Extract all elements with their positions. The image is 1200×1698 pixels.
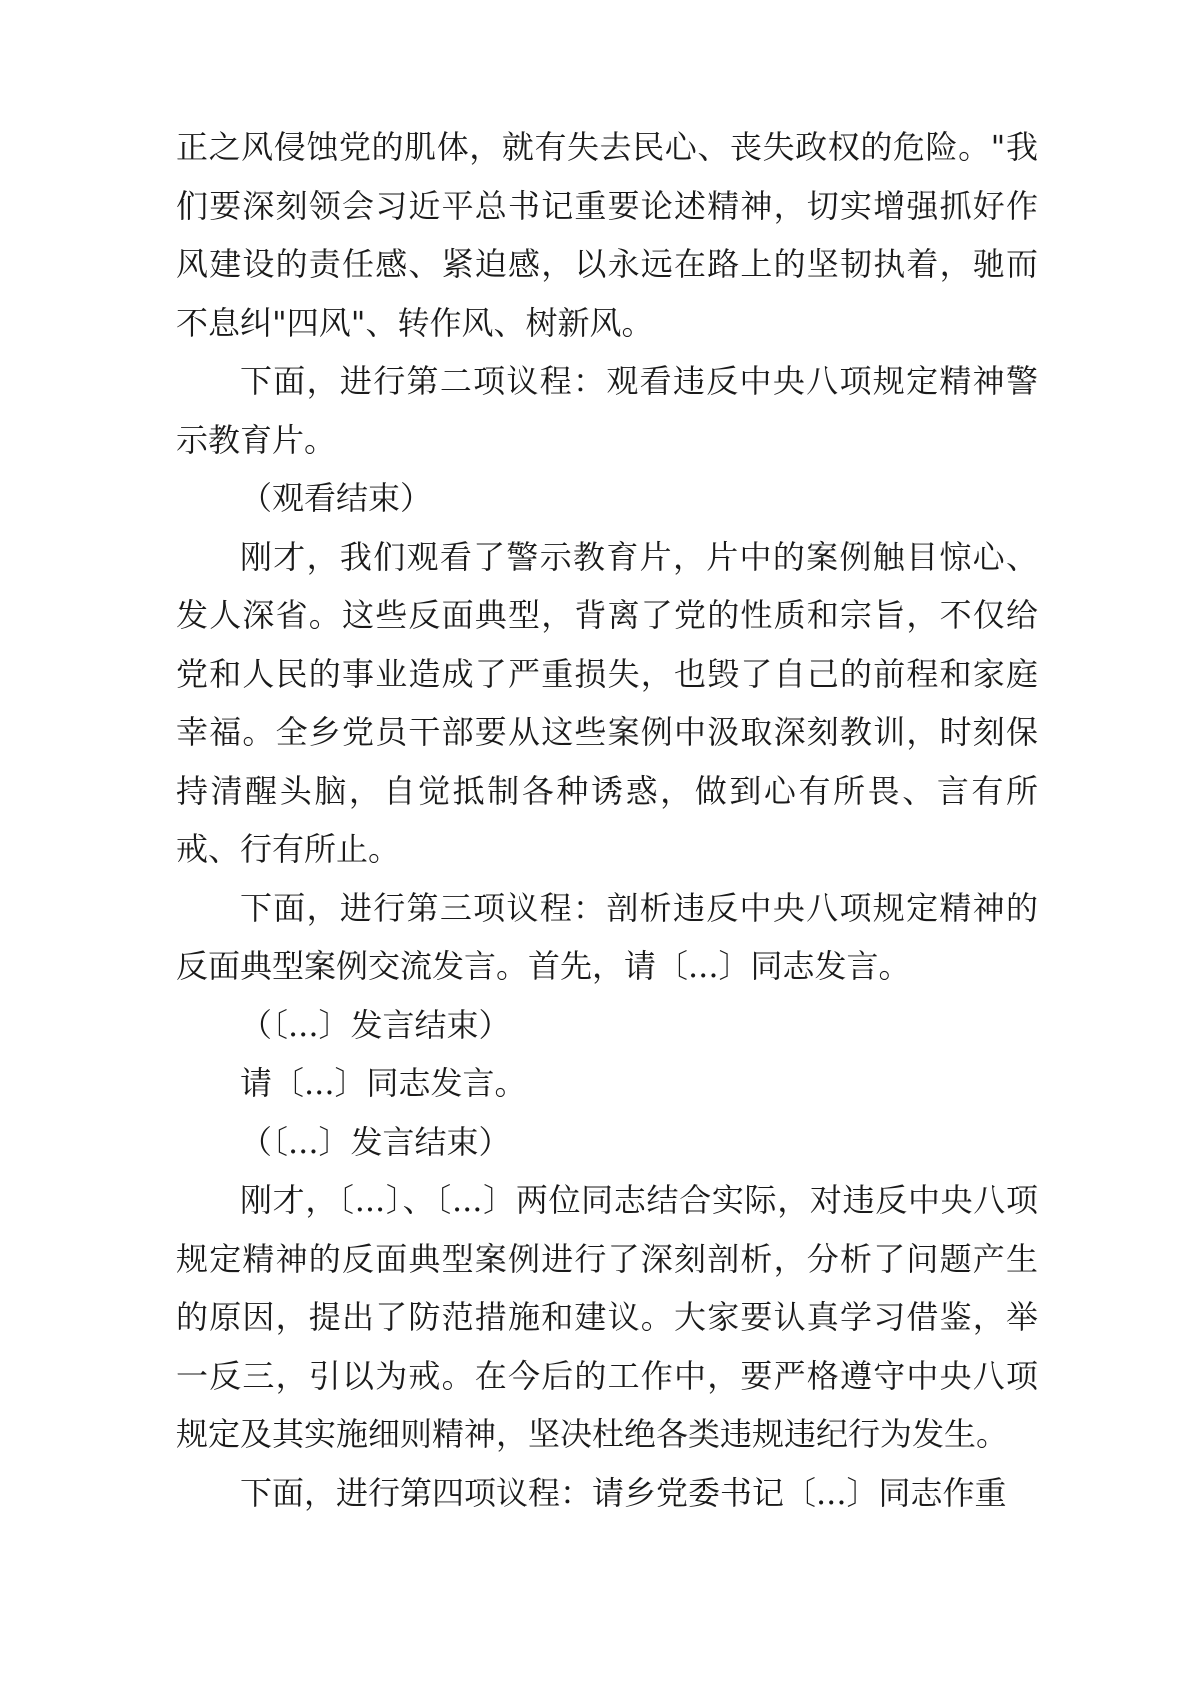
- paragraph-speech-summary: 刚才，〔...〕、〔...〕两位同志结合实际，对违反中央八项规定精神的反面典型案例进行了深刻剖析，分析了问题产生的原因，提出了防范措施和建议。大家要认真学习借鉴，举一反三，引以为戒。在今后的工作中，要严格遵守中央八项规定及其实施细则精神，坚决杜绝各类违规违纪行为发生。: [176, 1181, 1038, 1453]
- paragraph-warning-film-summary: 刚才，我们观看了警示教育片，片中的案例触目惊心、发人深省。这些反面典型，背离了党的性质和宗旨，不仅给党和人民的事业造成了严重损失，也毁了自己的前程和家庭幸福。全乡党员干部要从这些案例中汲取深刻教训，时刻保持清醒头脑，自觉抵制各种诱惑，做到心有所畏、言有所戒、行有所止。: [176, 537, 1038, 868]
- paragraph-agenda-item-3: 下面，进行第三项议程：剖析违反中央八项规定精神的反面典型案例交流发言。首先，请〔...〕同志发言。: [176, 888, 1038, 985]
- note-speech-ended-2: （〔...〕发言结束）: [240, 1122, 511, 1161]
- paragraph-continuation: 正之风侵蚀党的肌体，就有失去民心、丧失政权的危险。"我们要深刻领会习近平总书记重要论述精神，切实增强抓好作风建设的责任感、紧迫感，以永远在路上的坚韧执着，驰而不息纠"四风"、转作风、树新风。: [176, 128, 1038, 342]
- paragraph-invite-speaker: 请〔...〕同志发言。: [240, 1064, 527, 1102]
- paragraph-agenda-item-2: 下面，进行第二项议程：观看违反中央八项规定精神警示教育片。: [176, 362, 1038, 459]
- document-body: [176, 118, 1038, 1522]
- paragraph-agenda-item-4: 下面，进行第四项议程：请乡党委书记〔...〕同志作重: [240, 1473, 1007, 1512]
- note-viewing-ended: （观看结束）: [240, 479, 433, 517]
- note-speech-ended-1: （〔...〕发言结束）: [240, 1005, 511, 1044]
